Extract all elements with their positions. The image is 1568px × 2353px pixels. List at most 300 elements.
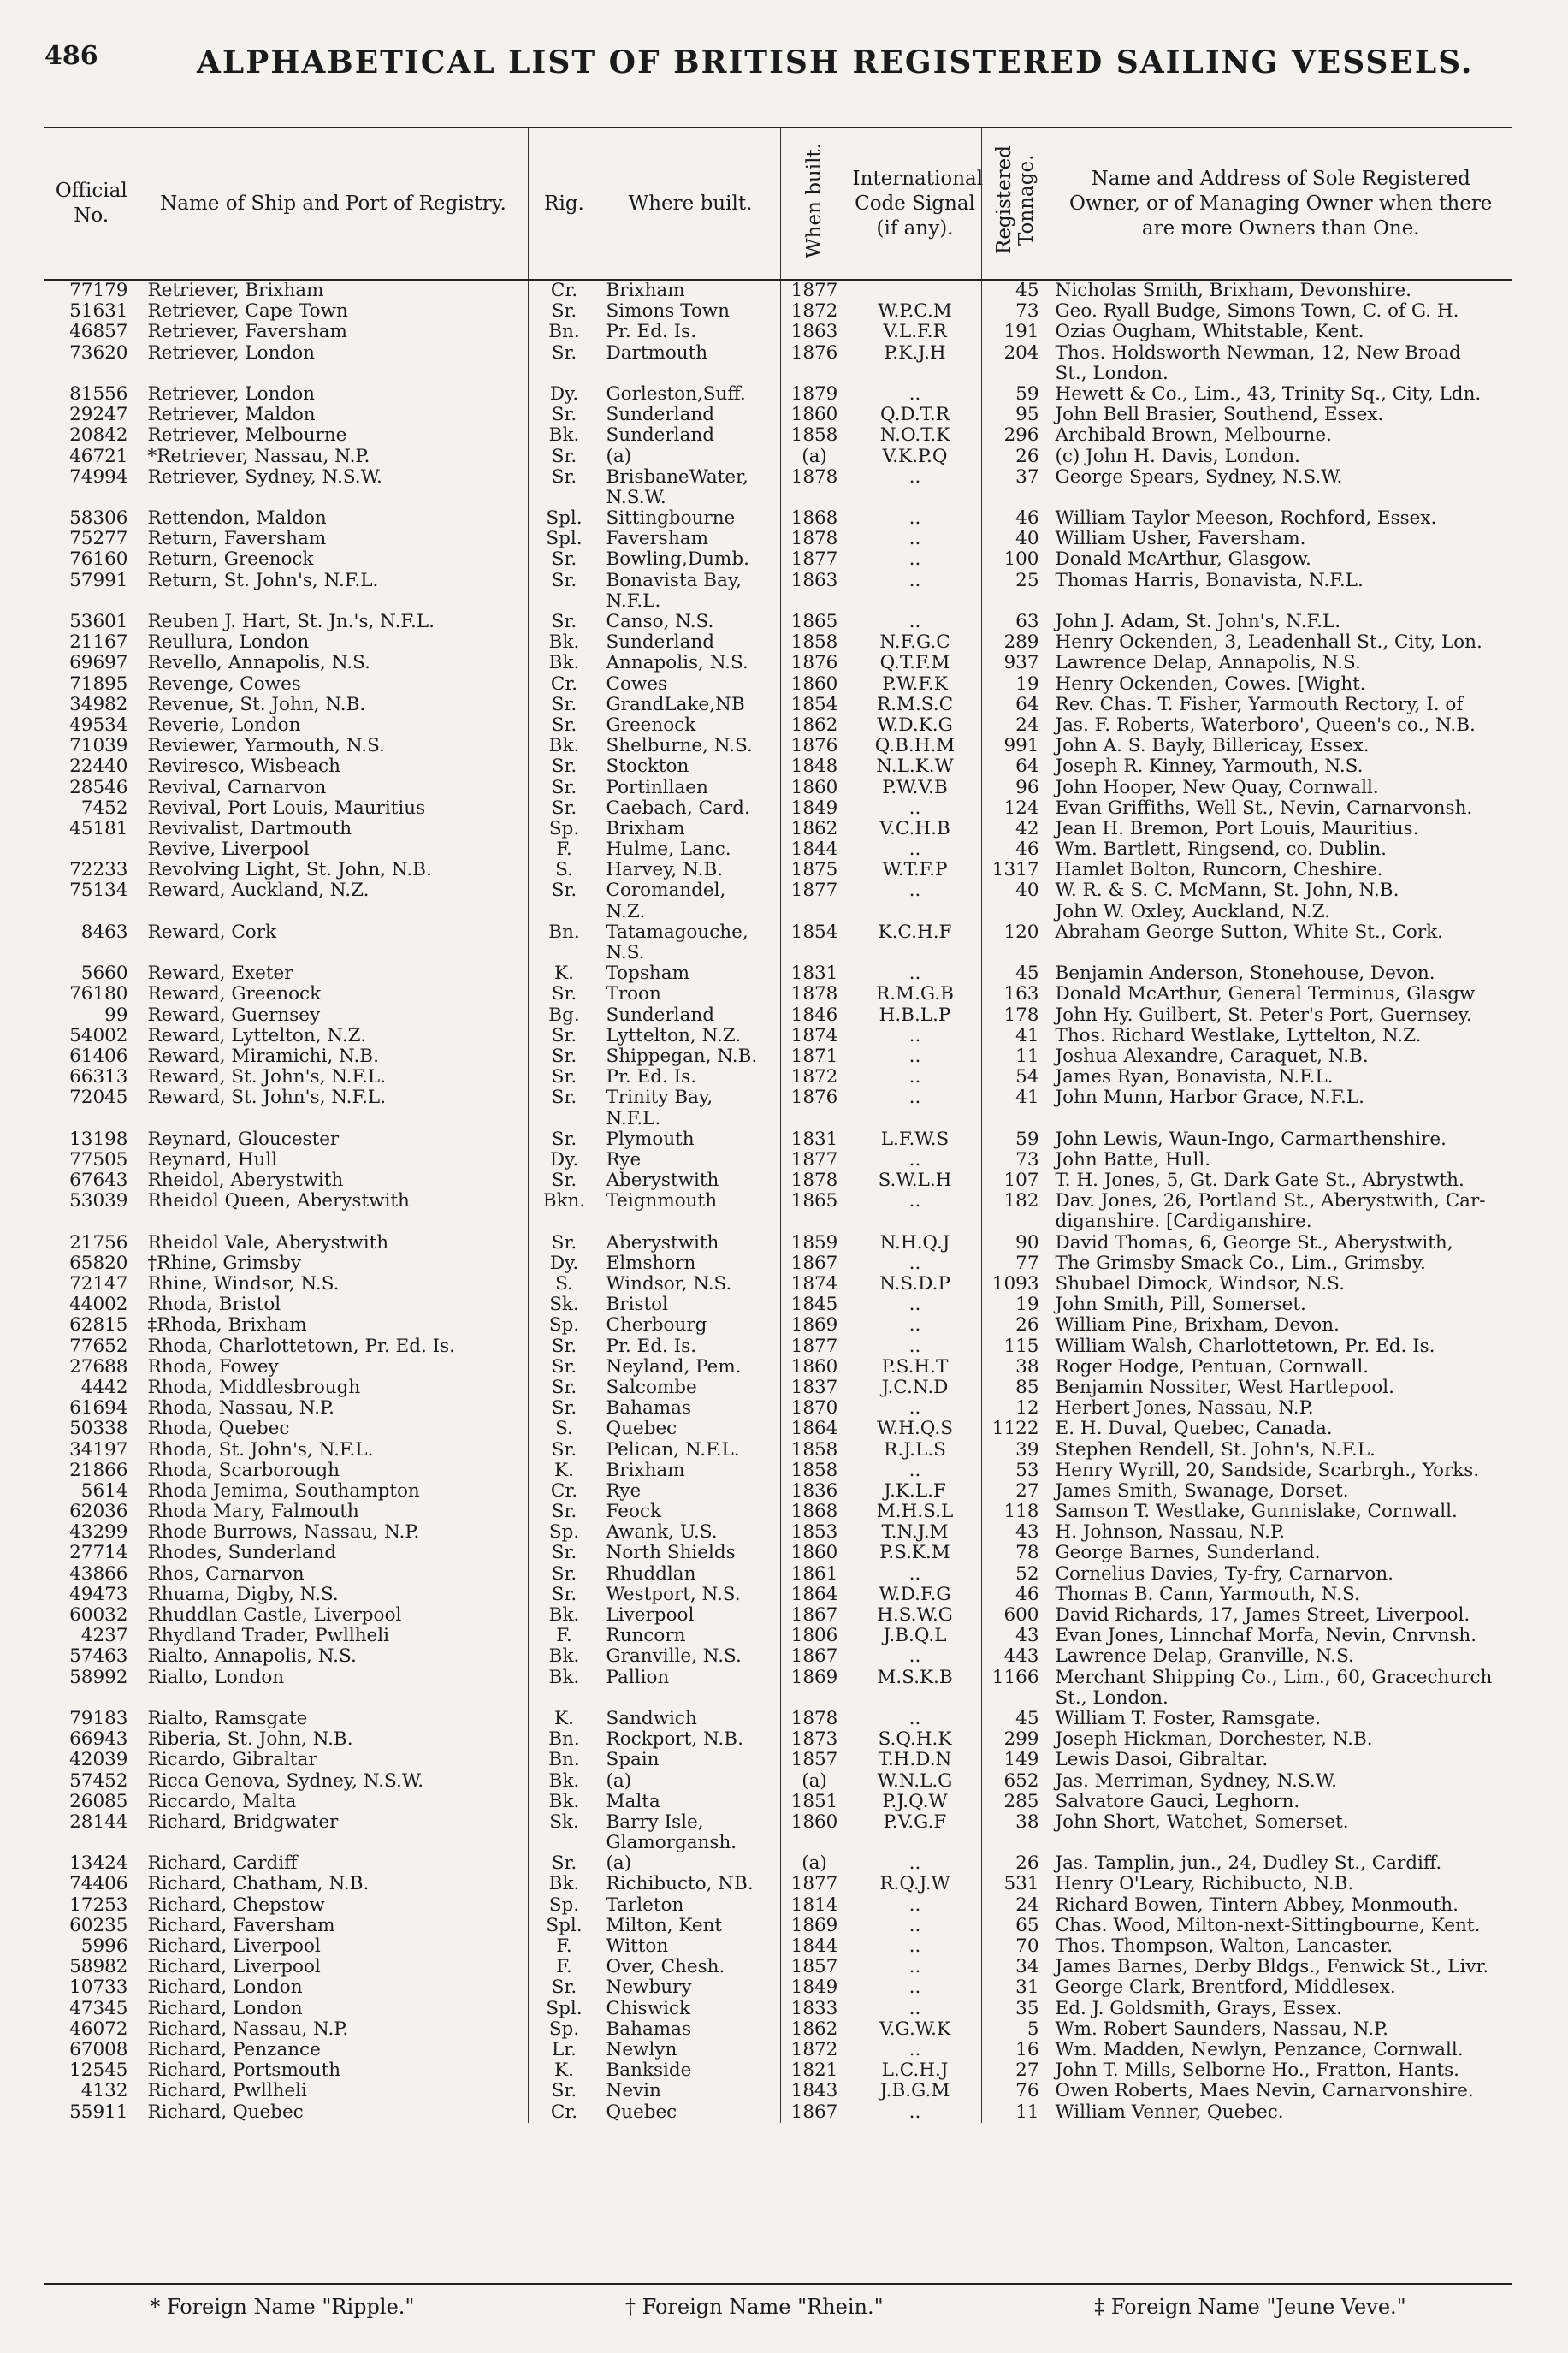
table-row <box>44 612 1512 632</box>
ship-name-cell: Rhine, Windsor, N.S. <box>139 1274 528 1295</box>
ship-name-cell: Richard, Liverpool <box>139 1957 528 1977</box>
signal-cell: R.M.S.C <box>849 695 981 715</box>
signal-cell: .. <box>849 1254 981 1274</box>
where-built-cell: Teignmouth <box>601 1191 780 1212</box>
tonnage-cell: 64 <box>981 695 1050 715</box>
tonnage-label: Registered Tonnage. <box>993 145 1038 255</box>
owner-cell: Henry O'Leary, Richibucto, N.B. <box>1050 1874 1512 1894</box>
where-built-cell: BrisbaneWater, <box>601 467 780 488</box>
official-no-cell: 28144 <box>69 1811 128 1833</box>
tonnage-cell: 531 <box>981 1874 1050 1894</box>
rig-cell: Sp. <box>528 1895 601 1916</box>
rig-cell: Sr. <box>528 1046 601 1067</box>
when-built-cell: 1858 <box>780 1461 849 1481</box>
tonnage-cell: 38 <box>981 1812 1050 1833</box>
when-built-cell: 1877 <box>780 1150 849 1171</box>
official-no-cell: 10733 <box>69 1977 128 1999</box>
official-no-cell: 47345 <box>69 1998 128 2019</box>
table-row <box>44 1936 1512 1957</box>
when-built-cell: 1853 <box>780 1522 849 1543</box>
official-no-cell: 27688 <box>69 1356 128 1378</box>
where-built-cell: Sunderland <box>601 632 780 653</box>
where-built-cell: Newlyn <box>601 2040 780 2060</box>
signal-cell: .. <box>849 1191 981 1212</box>
official-no-cell <box>44 1688 139 1709</box>
when-built-cell: 1837 <box>780 1378 849 1398</box>
where-built-cell: Spain <box>601 1750 780 1770</box>
signal-cell: R.M.G.B <box>849 984 981 1005</box>
official-no-cell: 21866 <box>69 1460 128 1481</box>
official-no-cell: 72045 <box>69 1088 128 1109</box>
tonnage-cell: 178 <box>981 1005 1050 1026</box>
tonnage-cell: 35 <box>981 1999 1050 2019</box>
rig-cell: K. <box>528 963 601 984</box>
owner-cell: George Spears, Sydney, N.S.W. <box>1050 467 1512 488</box>
table-row <box>44 2102 1512 2123</box>
where-built-cell: Elmshorn <box>601 1254 780 1274</box>
ship-name-cell: Rhoda, Scarborough <box>139 1461 528 1481</box>
owner-cell: Hamlet Bolton, Runcorn, Cheshire. <box>1050 860 1512 880</box>
rig-cell: Sr. <box>528 1378 601 1398</box>
owner-cell: Thos. Thompson, Walton, Lancaster. <box>1050 1936 1512 1957</box>
rig-cell: Sr. <box>528 301 601 322</box>
when-built-cell: 1862 <box>780 2019 849 2040</box>
rig-cell: Sr. <box>528 756 601 777</box>
ship-name-cell: Ricardo, Gibraltar <box>139 1750 528 1770</box>
owner-cell: Henry Ockenden, Cowes. [Wight. <box>1050 674 1512 695</box>
tonnage-cell: 59 <box>981 384 1050 405</box>
when-built-cell: 1863 <box>780 322 849 342</box>
table-row <box>44 922 1512 943</box>
when-built-cell: 1863 <box>780 571 849 591</box>
official-no-cell: 65820 <box>69 1253 128 1274</box>
table-row <box>44 280 1512 301</box>
owner-cell: Donald McArthur, Glasgow. <box>1050 549 1512 570</box>
tonnage-cell: 40 <box>981 529 1050 549</box>
when-built-cell: 1872 <box>780 1067 849 1088</box>
ship-name-cell: Rhoda, Middlesbrough <box>139 1378 528 1398</box>
ship-name-cell <box>139 591 528 612</box>
rig-cell: Bk. <box>528 1771 601 1792</box>
official-no-cell: 69697 <box>69 653 128 674</box>
rig-cell: Sr. <box>528 467 601 488</box>
official-no-cell <box>44 488 139 508</box>
official-no-cell: 53039 <box>69 1191 128 1212</box>
rig-cell: Spl. <box>528 508 601 529</box>
signal-cell: .. <box>849 1936 981 1957</box>
ship-name-cell: Return, St. John's, N.F.L. <box>139 571 528 591</box>
official-no-cell: 57463 <box>69 1646 128 1668</box>
official-no-cell: 76180 <box>69 984 128 1005</box>
owner-cell <box>1050 1109 1512 1129</box>
where-built-cell: Sandwich <box>601 1709 780 1729</box>
tonnage-cell: 64 <box>981 756 1050 777</box>
tonnage-cell <box>981 488 1050 508</box>
table-row <box>44 1626 1512 1646</box>
ship-name-cell: Rheidol Vale, Aberystwith <box>139 1233 528 1254</box>
tonnage-cell <box>981 1109 1050 1129</box>
ship-name-cell <box>139 902 528 922</box>
table-row <box>44 1895 1512 1916</box>
when-built-cell: 1849 <box>780 1977 849 1998</box>
ship-name-cell: Rialto, London <box>139 1668 528 1688</box>
rig-cell: Cr. <box>528 674 601 695</box>
signal-cell <box>849 280 981 301</box>
col-header-owner: Name and Address of Sole Registered Owner, or of Managing Owner when there are more Owners than One. <box>1050 127 1512 280</box>
table-row <box>44 798 1512 819</box>
when-built-cell: (a) <box>780 447 849 467</box>
rig-cell: Spl. <box>528 1999 601 2019</box>
signal-cell: .. <box>849 384 981 405</box>
when-built-cell: 1862 <box>780 819 849 839</box>
owner-cell: John Batte, Hull. <box>1050 1150 1512 1171</box>
signal-cell: .. <box>849 1088 981 1108</box>
tonnage-cell: 1122 <box>981 1419 1050 1439</box>
table-row <box>44 1688 1512 1709</box>
when-built-cell: 1877 <box>780 280 849 301</box>
official-no-cell: 60032 <box>69 1605 128 1626</box>
ship-name-cell: Rialto, Annapolis, N.S. <box>139 1646 528 1667</box>
official-no-cell: 50338 <box>69 1419 128 1440</box>
rig-cell: Sr. <box>528 1440 601 1461</box>
ship-name-cell: Reward, Greenock <box>139 984 528 1005</box>
when-built-cell: 1876 <box>780 343 849 364</box>
ship-name-cell <box>139 1212 528 1232</box>
official-no-cell: 4132 <box>80 2081 128 2102</box>
rig-cell <box>528 364 601 384</box>
tonnage-cell: 34 <box>981 1957 1050 1977</box>
tonnage-cell: 124 <box>981 798 1050 819</box>
signal-cell: H.S.W.G <box>849 1605 981 1626</box>
table-row <box>44 1378 1512 1398</box>
signal-cell: M.S.K.B <box>849 1668 981 1688</box>
table-row <box>44 1150 1512 1171</box>
ship-name-cell: Ricca Genova, Sydney, N.S.W. <box>139 1771 528 1792</box>
ship-name-cell: Reviresco, Wisbeach <box>139 756 528 777</box>
rig-cell: Sr. <box>528 1398 601 1419</box>
tonnage-cell <box>981 902 1050 922</box>
tonnage-cell: 95 <box>981 405 1050 425</box>
tonnage-cell: 85 <box>981 1378 1050 1398</box>
tonnage-cell: 16 <box>981 2040 1050 2060</box>
ship-name-cell: Rheidol, Aberystwith <box>139 1171 528 1191</box>
where-built-cell: Quebec <box>601 2102 780 2123</box>
signal-cell: Q.T.F.M <box>849 653 981 673</box>
owner-cell: diganshire. [Cardiganshire. <box>1050 1212 1512 1232</box>
ship-name-cell: Reward, Auckland, N.Z. <box>139 880 528 901</box>
col-header-official-no: Official No. <box>44 127 139 280</box>
official-no-cell <box>44 591 139 612</box>
table-row <box>44 1916 1512 1936</box>
table-row <box>44 488 1512 508</box>
when-built-cell: 1821 <box>780 2060 849 2081</box>
owner-cell: John W. Oxley, Auckland, N.Z. <box>1050 902 1512 922</box>
ship-name-cell: Richard, London <box>139 1977 528 1998</box>
table-row <box>44 1771 1512 1792</box>
rig-cell: Lr. <box>528 2040 601 2060</box>
tonnage-cell: 53 <box>981 1461 1050 1481</box>
ship-name-cell: Reynard, Hull <box>139 1150 528 1171</box>
table-row <box>44 1502 1512 1522</box>
owner-cell: Wm. Madden, Newlyn, Penzance, Cornwall. <box>1050 2040 1512 2060</box>
signal-cell: .. <box>849 963 981 984</box>
official-no-cell: 54002 <box>69 1025 128 1046</box>
tonnage-cell: 54 <box>981 1067 1050 1088</box>
owner-cell: George Clark, Brentford, Middlesex. <box>1050 1977 1512 1998</box>
owner-cell: Jas. F. Roberts, Waterboro', Queen's co., N.B. <box>1050 715 1512 736</box>
when-built-cell: 1876 <box>780 1088 849 1108</box>
tonnage-cell: 11 <box>981 2102 1050 2123</box>
when-built-cell: 1857 <box>780 1750 849 1770</box>
ship-name-cell: Rhoda, Fowey <box>139 1357 528 1378</box>
official-no-cell: 49534 <box>69 714 128 736</box>
ship-name-cell: Reverie, London <box>139 715 528 736</box>
table-row <box>44 674 1512 695</box>
signal-cell: L.C.H.J <box>849 2060 981 2081</box>
where-built-cell: N.S.W. <box>601 488 780 508</box>
ship-name-cell: Richard, Quebec <box>139 2102 528 2123</box>
tonnage-cell: 149 <box>981 1750 1050 1770</box>
rig-cell: Sp. <box>528 819 601 839</box>
signal-cell: .. <box>849 1916 981 1936</box>
where-built-cell: Bristol <box>601 1295 780 1315</box>
header-row <box>44 127 1512 280</box>
signal-cell: L.F.W.S <box>849 1129 981 1150</box>
ship-name-cell <box>139 1688 528 1709</box>
when-built-cell: 1875 <box>780 860 849 880</box>
table-row <box>44 322 1512 342</box>
owner-cell: John A. S. Bayly, Billericay, Essex. <box>1050 736 1512 756</box>
tonnage-cell: 76 <box>981 2081 1050 2101</box>
tonnage-cell: 52 <box>981 1564 1050 1585</box>
where-built-cell: Sunderland <box>601 425 780 446</box>
where-built-cell: Salcombe <box>601 1378 780 1398</box>
table-row <box>44 2040 1512 2060</box>
table-row <box>44 384 1512 405</box>
owner-cell: Wm. Bartlett, Ringsend, co. Dublin. <box>1050 839 1512 860</box>
official-no-cell: 62036 <box>69 1502 128 1523</box>
col-header-rig: Rig. <box>528 127 601 280</box>
owner-cell: Joshua Alexandre, Caraquet, N.B. <box>1050 1046 1512 1067</box>
table-row <box>44 695 1512 715</box>
where-built-cell: Rye <box>601 1481 780 1502</box>
when-built-cell: 1877 <box>780 880 849 901</box>
owner-cell: Lewis Dasoi, Gibraltar. <box>1050 1750 1512 1770</box>
official-no-cell: 61694 <box>69 1398 128 1420</box>
where-built-cell: Brixham <box>601 819 780 839</box>
official-no-cell: 77652 <box>69 1336 128 1357</box>
table-row <box>44 1709 1512 1729</box>
rig-cell: Sr. <box>528 405 601 425</box>
signal-cell: M.H.S.L <box>849 1502 981 1522</box>
table-row <box>44 715 1512 736</box>
when-built-cell: 1844 <box>780 839 849 860</box>
table-row <box>44 1088 1512 1108</box>
signal-cell: P.J.Q.W <box>849 1792 981 1812</box>
owner-cell: Herbert Jones, Nassau, N.P. <box>1050 1398 1512 1419</box>
signal-cell <box>849 902 981 922</box>
tonnage-cell: 285 <box>981 1792 1050 1812</box>
owner-cell: Lawrence Delap, Annapolis, N.S. <box>1050 653 1512 673</box>
signal-cell: .. <box>849 1999 981 2019</box>
table-row <box>44 1957 1512 1977</box>
table-row <box>44 1274 1512 1295</box>
ship-name-cell: Reward, Miramichi, N.B. <box>139 1046 528 1067</box>
owner-cell: E. H. Duval, Quebec, Canada. <box>1050 1419 1512 1439</box>
where-built-cell: Rockport, N.B. <box>601 1729 780 1750</box>
tonnage-cell: 25 <box>981 571 1050 591</box>
tonnage-cell: 19 <box>981 674 1050 695</box>
rig-cell: Bn. <box>528 1729 601 1750</box>
where-built-cell <box>601 1688 780 1709</box>
rig-cell: Sr. <box>528 1233 601 1254</box>
owner-cell: The Grimsby Smack Co., Lim., Grimsby. <box>1050 1254 1512 1274</box>
table-row <box>44 1005 1512 1026</box>
when-built-cell: 1846 <box>780 1005 849 1026</box>
ship-name-cell: Rheidol Queen, Aberystwith <box>139 1191 528 1212</box>
where-built-cell: Shelburne, N.S. <box>601 736 780 756</box>
when-built-cell <box>780 1688 849 1709</box>
table-row <box>44 1067 1512 1088</box>
ship-name-cell: ‡Rhoda, Brixham <box>139 1315 528 1336</box>
rig-cell: K. <box>528 2060 601 2081</box>
official-no-cell: 34982 <box>69 694 128 715</box>
when-built-cell <box>780 943 849 963</box>
table-row <box>44 1295 1512 1315</box>
signal-cell: .. <box>849 1315 981 1336</box>
tonnage-cell: 41 <box>981 1026 1050 1046</box>
table-row <box>44 467 1512 488</box>
rig-cell: K. <box>528 1461 601 1481</box>
owner-cell: Richard Bowen, Tintern Abbey, Monmouth. <box>1050 1895 1512 1916</box>
signal-cell: P.W.F.K <box>849 674 981 695</box>
signal-cell: W.T.F.P <box>849 860 981 880</box>
tonnage-cell: 991 <box>981 736 1050 756</box>
owner-cell: Dav. Jones, 26, Portland St., Aberystwith, Car- <box>1050 1191 1512 1212</box>
tonnage-cell: 27 <box>981 2060 1050 2081</box>
when-built-cell: 1831 <box>780 1129 849 1150</box>
when-built-cell: 1862 <box>780 715 849 736</box>
rig-cell <box>528 943 601 963</box>
tonnage-cell: 43 <box>981 1522 1050 1543</box>
footnote-rhein: † Foreign Name "Rhein." <box>624 2295 884 2319</box>
where-built-cell: Witton <box>601 1936 780 1957</box>
owner-cell: Henry Wyrill, 20, Sandside, Scarbrgh., Yorks. <box>1050 1461 1512 1481</box>
rig-cell: Cr. <box>528 1481 601 1502</box>
signal-cell: .. <box>849 1398 981 1419</box>
official-no-cell: 73620 <box>69 342 128 364</box>
signal-cell: N.O.T.K <box>849 425 981 446</box>
official-no-cell: 13198 <box>69 1129 128 1150</box>
signal-cell: V.C.H.B <box>849 819 981 839</box>
where-built-cell: Greenock <box>601 715 780 736</box>
ship-name-cell: Richard, Pwllheli <box>139 2081 528 2101</box>
rig-cell: Sr. <box>528 612 601 632</box>
table-row <box>44 1440 1512 1461</box>
table-row <box>44 819 1512 839</box>
signal-cell: N.F.G.C <box>849 632 981 653</box>
where-built-cell: (a) <box>601 447 780 467</box>
owner-cell: Thos. Richard Westlake, Lyttelton, N.Z. <box>1050 1026 1512 1046</box>
when-built-cell <box>780 1109 849 1129</box>
signal-cell: .. <box>849 1895 981 1916</box>
rig-cell: F. <box>528 1957 601 1977</box>
signal-cell: P.S.H.T <box>849 1357 981 1378</box>
ship-name-cell <box>139 1833 528 1853</box>
official-no-cell: 66943 <box>69 1729 128 1751</box>
ship-name-cell: Richard, London <box>139 1999 528 2019</box>
official-no-cell: 34197 <box>69 1439 128 1461</box>
where-built-cell: N.F.L. <box>601 591 780 612</box>
official-no-cell <box>44 902 139 922</box>
tonnage-cell: 31 <box>981 1977 1050 1998</box>
signal-cell: .. <box>849 571 981 591</box>
where-built-cell: Bowling,Dumb. <box>601 549 780 570</box>
rig-cell: Sp. <box>528 1522 601 1543</box>
official-no-cell: 58306 <box>69 508 128 530</box>
official-no-cell: 77179 <box>69 280 128 301</box>
where-built-cell: Annapolis, N.S. <box>601 653 780 673</box>
signal-cell <box>849 364 981 384</box>
where-built-cell: Westport, N.S. <box>601 1585 780 1605</box>
table-row <box>44 364 1512 384</box>
vessel-table <box>44 127 1512 2123</box>
official-no-cell: 66313 <box>69 1067 128 1088</box>
when-built-cell: 1864 <box>780 1585 849 1605</box>
ship-name-cell: Richard, Penzance <box>139 2040 528 2060</box>
rig-cell: Sr. <box>528 2081 601 2101</box>
tonnage-cell <box>981 364 1050 384</box>
where-built-cell: Hulme, Lanc. <box>601 839 780 860</box>
ship-name-cell: Reward, Exeter <box>139 963 528 984</box>
when-built-cell: 1867 <box>780 1605 849 1626</box>
when-built-cell: 1868 <box>780 508 849 529</box>
official-no-cell: 74994 <box>69 466 128 488</box>
rig-cell: Sr. <box>528 549 601 570</box>
tonnage-cell: 59 <box>981 1129 1050 1150</box>
owner-cell: Donald McArthur, General Terminus, Glasgw <box>1050 984 1512 1005</box>
tonnage-cell: 24 <box>981 715 1050 736</box>
signal-cell: P.S.K.M <box>849 1543 981 1563</box>
official-no-cell: 61406 <box>69 1046 128 1067</box>
official-no-cell: 81556 <box>69 383 128 405</box>
tonnage-cell <box>981 591 1050 612</box>
table-row <box>44 860 1512 880</box>
signal-cell: .. <box>849 1646 981 1667</box>
rig-cell: Bg. <box>528 1005 601 1026</box>
rig-cell: Bk. <box>528 1605 601 1626</box>
official-no-cell: 57452 <box>69 1770 128 1792</box>
where-built-cell <box>601 1212 780 1232</box>
tonnage-cell <box>981 1833 1050 1853</box>
ship-name-cell: Reviewer, Yarmouth, N.S. <box>139 736 528 756</box>
owner-cell: William Walsh, Charlottetown, Pr. Ed. Is. <box>1050 1337 1512 1357</box>
tonnage-cell: 443 <box>981 1646 1050 1667</box>
where-built-cell: Gorleston,Suff. <box>601 384 780 405</box>
rig-cell: Sr. <box>528 880 601 901</box>
ship-name-cell: Retriever, Maldon <box>139 405 528 425</box>
signal-cell <box>849 943 981 963</box>
ship-name-cell: Richard, Liverpool <box>139 1936 528 1957</box>
owner-cell: Jean H. Bremon, Port Louis, Mauritius. <box>1050 819 1512 839</box>
owner-cell: William T. Foster, Ramsgate. <box>1050 1709 1512 1729</box>
tonnage-cell: 26 <box>981 447 1050 467</box>
when-built-cell: 1843 <box>780 2081 849 2101</box>
owner-cell: Nicholas Smith, Brixham, Devonshire. <box>1050 280 1512 301</box>
where-built-cell: Pr. Ed. Is. <box>601 322 780 342</box>
where-built-cell: Plymouth <box>601 1129 780 1150</box>
ship-name-cell: Revive, Liverpool <box>139 839 528 860</box>
